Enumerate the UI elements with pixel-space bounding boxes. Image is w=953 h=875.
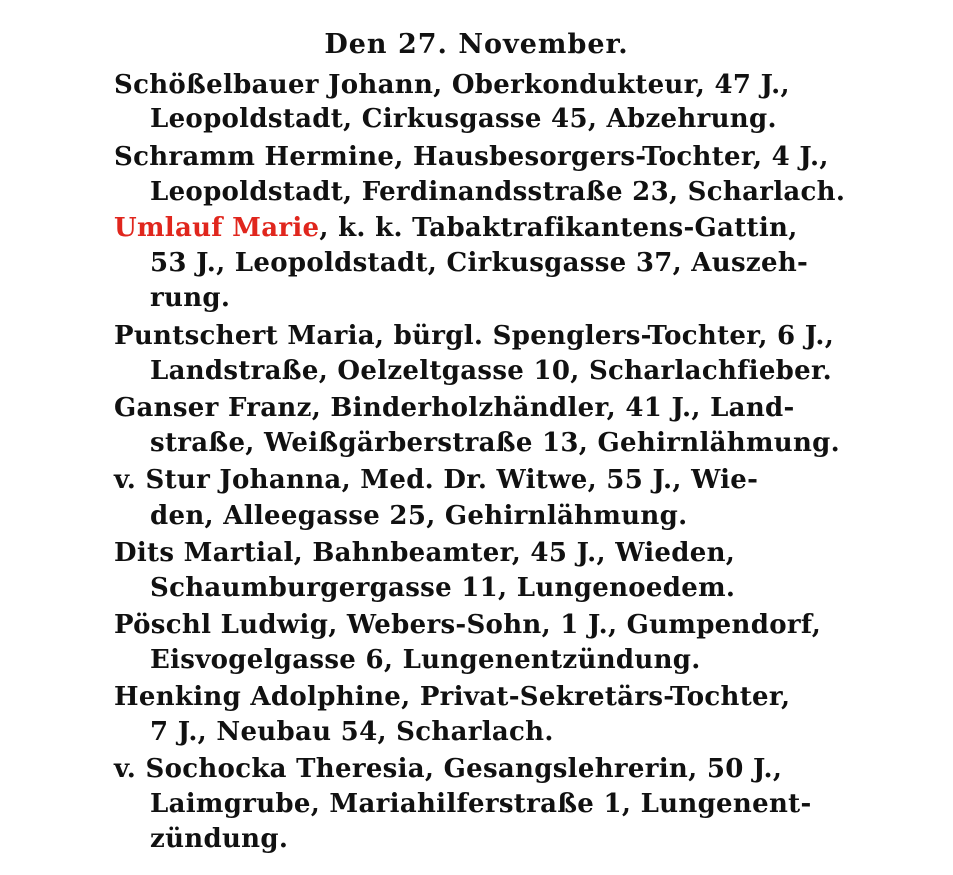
entry-line: Laimgrube, Mariahilferstraße 1, Lungenent- <box>150 789 812 819</box>
entry-line: 53 J., Leopoldstadt, Cirkusgasse 37, Auszeh- <box>150 248 809 278</box>
entry-line: Leopoldstadt, Ferdinandsstraße 23, Scharlach. <box>150 177 846 207</box>
entry-line-rest: , k. k. Tabaktrafikantens-Gattin, <box>319 213 798 243</box>
entry-line: Schößelbauer Johann, Oberkondukteur, 47 J., <box>114 70 790 100</box>
entry-line-highlighted <box>114 209 798 247</box>
entry-line: 7 J., Neubau 54, Scharlach. <box>150 717 554 747</box>
entry-line: Schramm Hermine, Hausbesorgers-Tochter, 4 J., <box>114 142 829 172</box>
entry-line: rung. <box>150 283 231 313</box>
entry-line: den, Alleegasse 25, Gehirnlähmung. <box>150 501 688 531</box>
entry-line: v. Sochocka Theresia, Gesangslehrerin, 50 J., <box>114 754 783 784</box>
entry-line: Eisvogelgasse 6, Lungenentzündung. <box>150 645 701 675</box>
highlighted-name: Umlauf Marie <box>114 213 320 243</box>
entry-line: zündung. <box>150 824 289 854</box>
page-title: Den 27. November. <box>324 29 629 60</box>
entry-line: Leopoldstadt, Cirkusgasse 45, Abzehrung. <box>150 104 777 134</box>
entry-line: Henking Adolphine, Privat-Sekretärs-Tochter, <box>114 682 791 712</box>
entry-line: Landstraße, Oelzeltgasse 10, Scharlachfieber. <box>150 356 832 386</box>
entry-line: Puntschert Maria, bürgl. Spenglers-Tochter, 6 J., <box>114 321 835 351</box>
entry-line: Dits Martial, Bahnbeamter, 45 J., Wieden, <box>114 538 736 568</box>
entry-line: Ganser Franz, Binderholzhändler, 41 J., Land- <box>114 393 795 423</box>
entry-line: Pöschl Ludwig, Webers-Sohn, 1 J., Gumpendorf, <box>114 610 822 640</box>
entry-line: Schaumburgergasse 11, Lungenoedem. <box>150 573 736 603</box>
entry-line: straße, Weißgärberstraße 13, Gehirnlähmung. <box>150 428 841 458</box>
entry-line: v. Stur Johanna, Med. Dr. Witwe, 55 J., Wie- <box>114 465 759 495</box>
